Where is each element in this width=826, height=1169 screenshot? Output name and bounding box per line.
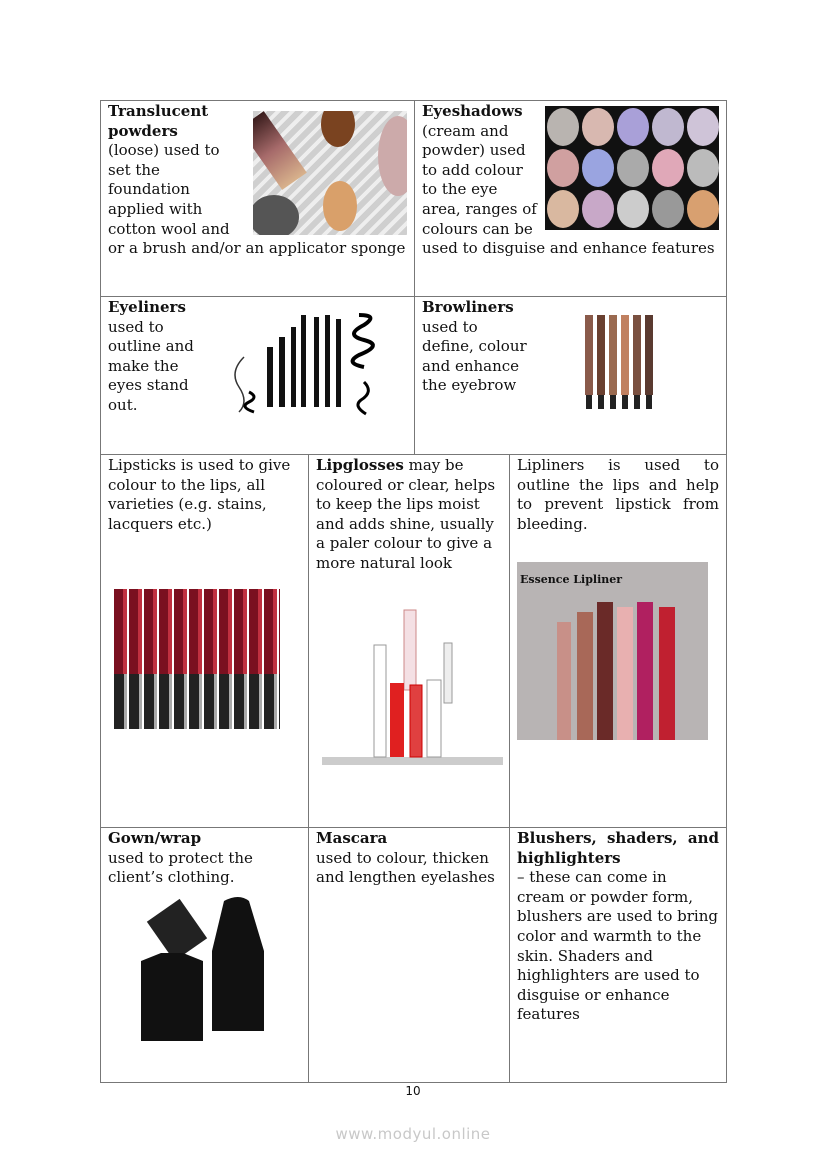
lipglosses-title: Lipglosses [316,456,404,474]
page-number: 10 [405,1084,421,1098]
eyeliners-title: Eyeliners [108,298,186,316]
lipglosses-desc: may be coloured or clear, helps to keep the lips moist and adds shine, usually a paler colour to give a more natural look [316,456,496,572]
eyeshadows-desc: (cream and powder) used to add colour to the eye area, ranges of colours can be used to disguise and enhance features [422,121,715,258]
lipglosses-image [322,605,503,767]
gown-desc: used to protect the client’s clothing. [108,848,253,887]
eyeliners-desc: used to outline and make the eyes stand out. [108,317,194,414]
blushers-desc: – these can come in cream or powder form, blushers are used to bring color and warmth to the skin. Shaders and highlighters are used to disguise or enhance features [517,868,718,1024]
lipliners-desc: Lipliners is used to outline the lips and help to prevent lipstick from bleeding. [517,456,719,533]
cell-lipsticks [100,454,309,828]
cell-lipliners [509,454,727,828]
browliners-title: Browliners [422,298,514,316]
eyeliners-image [219,307,385,417]
browliners-desc: used to define, colour and enhance the eyebrow [422,317,527,395]
cell-eyeliners [100,296,415,455]
mascara-desc: used to colour, thicken and lengthen eyelashes [316,848,495,887]
cell-translucent-powders [100,100,415,297]
cell-lipglosses [308,454,510,828]
lipsticks-desc: Lipsticks is used to give colour to the lips, all varieties (e.g. stains, lacquers etc.) [108,456,291,533]
blushers-title: Blushers, shaders, and highlighters [517,829,719,867]
cell-blushers [509,827,727,1083]
lipsticks-image [114,589,280,729]
translucent-powders-image [253,111,407,235]
watermark: www.modyul.online [335,1125,491,1143]
translucent-desc: (loose) used to set the foundation applied with cotton wool and or a brush and/or an applicator sponge [108,141,406,258]
eyeshadows-image [545,106,719,230]
browliners-image [575,307,665,417]
gown-image [129,896,274,1041]
lipliners-image-label: Essence Lipliner [520,573,623,586]
eyeshadows-title: Eyeshadows [422,102,523,120]
cell-gown-wrap [100,827,309,1083]
gown-title: Gown/wrap [108,829,202,847]
cell-browliners [414,296,727,455]
cell-mascara [308,827,510,1083]
cell-eyeshadows [414,100,727,297]
translucent-title: Translucent powders [108,102,209,140]
lipliners-image [517,562,708,740]
mascara-title: Mascara [316,829,388,847]
